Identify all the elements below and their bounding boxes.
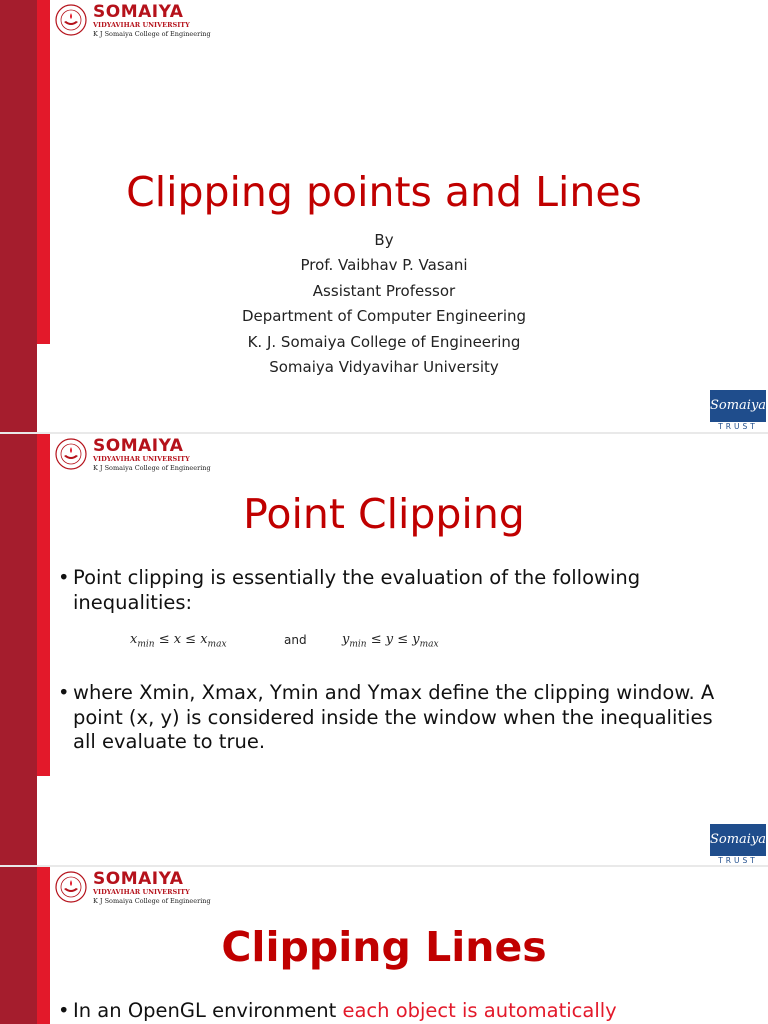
inequality-x: $x_{min} \le x \le x_{max}$ (130, 632, 227, 650)
byline-line: By (374, 231, 394, 249)
byline-line: K. J. Somaiya College of Engineering (247, 332, 521, 351)
byline (0, 228, 768, 380)
somaiya-logo (51, 434, 216, 476)
bullet-dot: • (58, 566, 70, 589)
bullet-point (58, 566, 728, 615)
somaiya-logo (51, 0, 216, 42)
logo-subtitle: VIDYAVIHAR UNIVERSITY (93, 455, 190, 463)
inequality-y: $y_{min} \le y \le y_{max}$ (342, 632, 439, 650)
university-seal-icon (55, 871, 87, 903)
university-seal-icon (55, 438, 87, 470)
bullet-dot: • (58, 999, 70, 1022)
slide-1 (0, 0, 768, 432)
byline-line: Prof. Vaibhav P. Vasani (300, 256, 468, 275)
slide-3 (0, 867, 768, 1024)
bullet-text: where Xmin, Xmax, Ymin and Ymax define the clipping window. A point (x, y) is considered inside the window when the inequalities all evaluate to true. (73, 681, 715, 753)
logo-college: K J Somaiya College of Engineering (93, 464, 211, 472)
logo-college: K J Somaiya College of Engineering (93, 30, 211, 38)
bullet-text: Point clipping is essentially the evaluation of the following inequalities: (73, 566, 641, 614)
logo-name: SOMAIYA (93, 869, 184, 889)
bullet-point (58, 681, 728, 755)
university-seal-icon (55, 4, 87, 36)
inequality-and: and (284, 633, 307, 647)
bullet-text: In an OpenGL environment (73, 999, 343, 1022)
bullet-text-highlight: each object is automatically (342, 999, 617, 1022)
bullet-text-wrap (73, 999, 728, 1024)
somaiya-logo (51, 867, 216, 909)
slide-title: Point Clipping (243, 490, 525, 538)
side-bar-red (37, 434, 50, 776)
somaiya-trust-logo (710, 390, 766, 432)
somaiya-trust-logo (710, 824, 766, 865)
byline-line: Somaiya Vidyavihar University (269, 358, 499, 377)
logo-name: SOMAIYA (93, 436, 184, 456)
slide-2 (0, 434, 768, 865)
trust-logo-bottom: TRUST (718, 422, 758, 431)
byline-line: Assistant Professor (312, 281, 456, 300)
logo-name: SOMAIYA (93, 2, 184, 22)
logo-college: K J Somaiya College of Engineering (93, 897, 211, 905)
trust-logo-top: Somaiya (710, 824, 766, 856)
bullet-point (58, 999, 728, 1024)
trust-logo-top: Somaiya (710, 390, 766, 422)
slide-title: Clipping points and Lines (126, 168, 642, 216)
logo-subtitle: VIDYAVIHAR UNIVERSITY (93, 21, 190, 29)
trust-logo-bottom: TRUST (718, 856, 758, 865)
logo-subtitle: VIDYAVIHAR UNIVERSITY (93, 888, 190, 896)
bullet-dot: • (58, 681, 70, 704)
slide-title: Clipping Lines (221, 923, 547, 971)
byline-line: Department of Computer Engineering (241, 307, 527, 326)
